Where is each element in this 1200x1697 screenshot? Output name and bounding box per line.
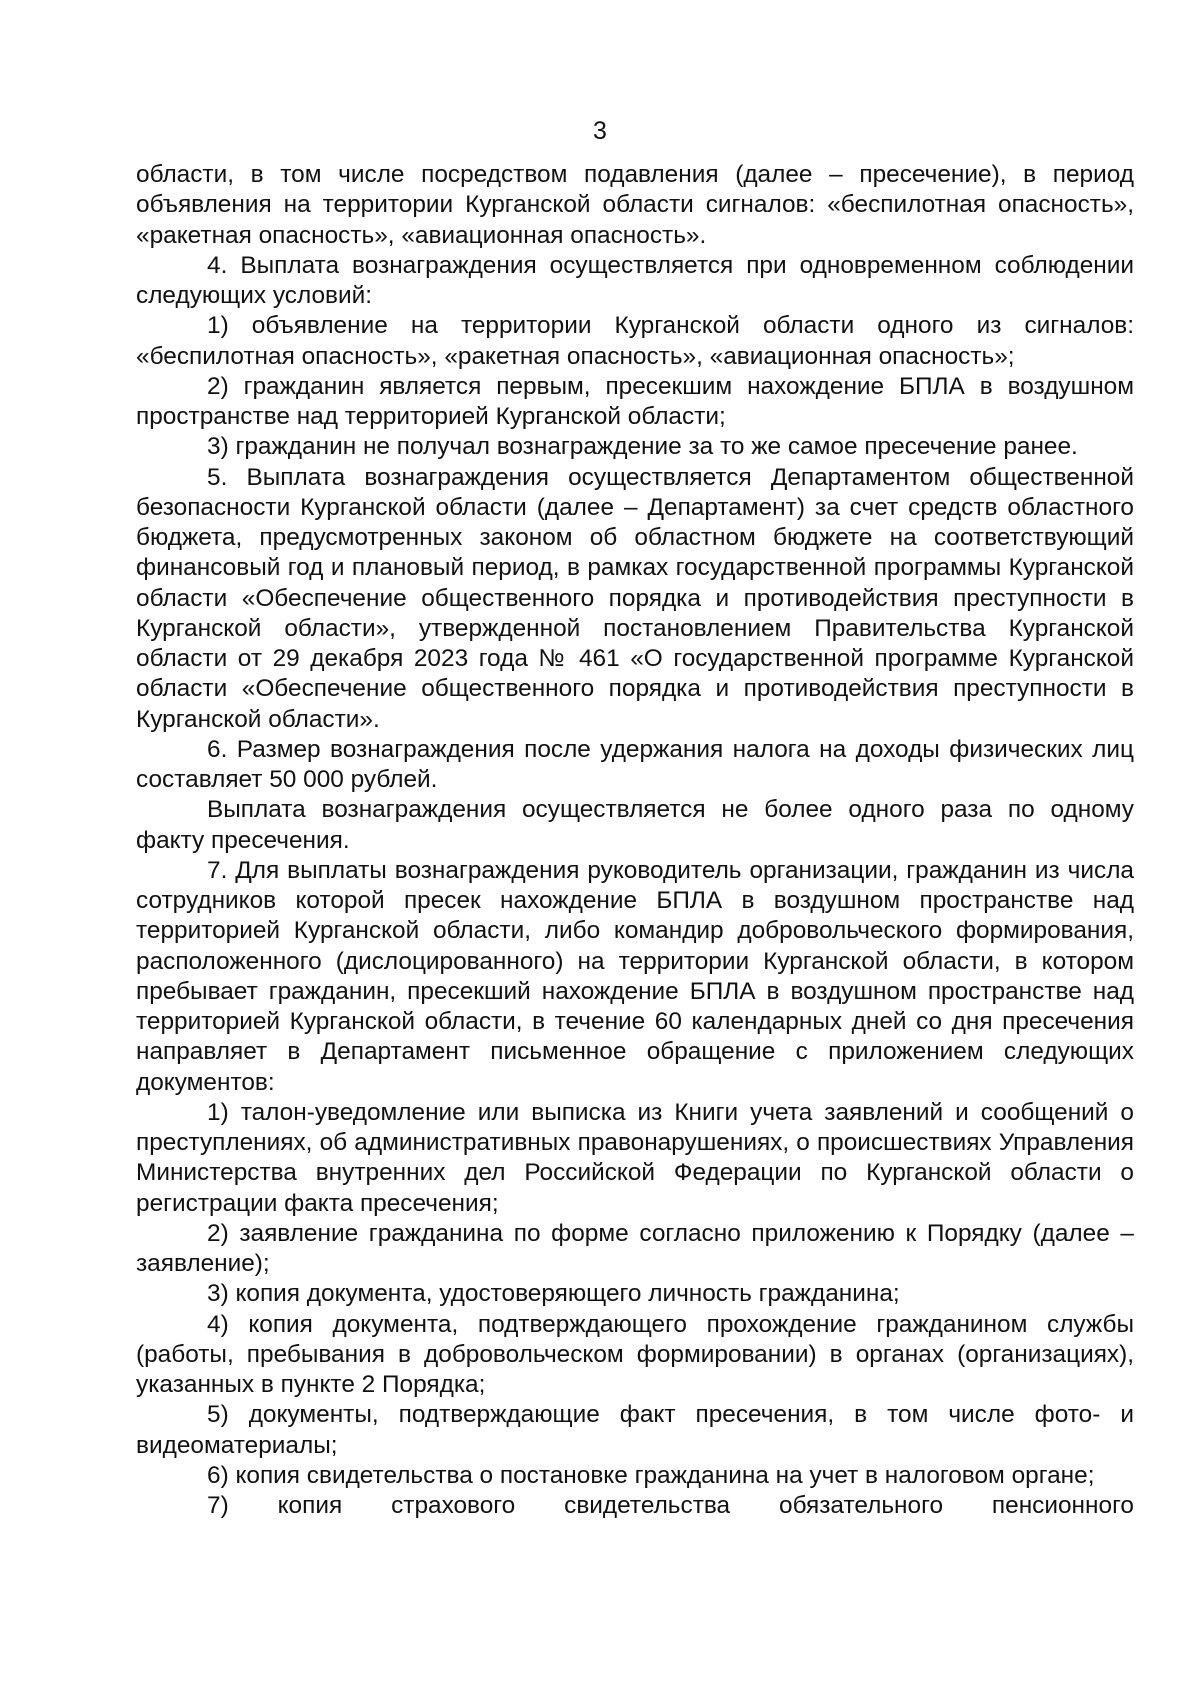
clause-4-item-1: 1) объявление на территории Курганской области одного из сигналов: «беспилотная опасность», «ракетная опасность», «авиационная опасность»; [136,312,1134,370]
page-number: 3 [593,117,607,145]
clause-4-item-3: 3) гражданин не получал вознаграждение за то же самое пресечение ранее. [207,433,1078,461]
clause-7-item-2: 2) заявление гражданина по форме согласно приложению к Порядку (далее – заявление); [136,1219,1134,1277]
clause-5: 5. Выплата вознаграждения осуществляется Департаментом общественной безопасности Курганской области (далее – Департамент) за счет средств областного бюджета, предусмотренных законом об областном бюджете на соответствующий финансовый год и плановый период, в рамках государственной программы Курганской области «Обеспечение общественного порядка и противодействия преступности в Курганской области», утвержденной постановлением Правительства Курганской области от 29 декабря 2023 года № 461 «О государственной программе Курганской области «Обеспечение общественного порядка и противодействия преступности в Курганской области». [136,463,1134,733]
clause-7-item-5: 5) документы, подтверждающие факт пресечения, в том числе фото- и видеоматериалы; [136,1401,1134,1459]
clause-4-item-2: 2) гражданин является первым, пресекшим нахождение БПЛА в воздушном пространстве над территорией Курганской области; [136,372,1134,430]
clause-7-item-6: 6) копия свидетельства о постановке гражданина на учет в налоговом органе; [207,1461,1095,1489]
clause-7-item-7: 7) копия страхового свидетельства обязательного пенсионного [207,1492,1134,1519]
clause-7: 7. Для выплаты вознаграждения руководитель организации, гражданин из числа сотрудников которой пресек нахождение БПЛА в воздушном пространстве над территорией Курганской области, либо командир добровольческого формирования, расположенного (дислоцированного) на территории Курганской области, в котором пребывает гражданин, пресекший нахождение БПЛА в воздушном пространстве над территорией Курганской области, в течение 60 календарных дней со дня пресечения направляет в Департамент письменное обращение с приложением следующих документов: [136,856,1134,1096]
clause-4: 4. Выплата вознаграждения осуществляется при одновременном соблюдении следующих условий: [136,251,1134,309]
paragraph-continuation: области, в том числе посредством подавления (далее – пресечение), в период объявления на территории Курганской области сигналов: «беспилотная опасность», «ракетная опасность», «авиационная опасность». [136,161,1134,249]
clause-7-item-4: 4) копия документа, подтверждающего прохождение гражданином службы (работы, пребывания в добровольческом формировании) в органах (организациях), указанных в пункте 2 Порядка; [136,1310,1134,1398]
document-body [136,160,1134,1521]
clause-7-item-3: 3) копия документа, удостоверяющего личность гражданина; [207,1280,900,1308]
clause-7-item-1: 1) талон-уведомление или выписка из Книги учета заявлений и сообщений о преступлениях, об административных правонарушениях, о происшествиях Управления Министерства внутренних дел Российской Федерации по Курганской области о регистрации факта пресечения; [136,1098,1134,1217]
clause-6: 6. Размер вознаграждения после удержания налога на доходы физических лиц составляет 50 000 рублей. [136,735,1134,793]
clause-6-note: Выплата вознаграждения осуществляется не более одного раза по одному факту пресечения. [136,796,1134,854]
